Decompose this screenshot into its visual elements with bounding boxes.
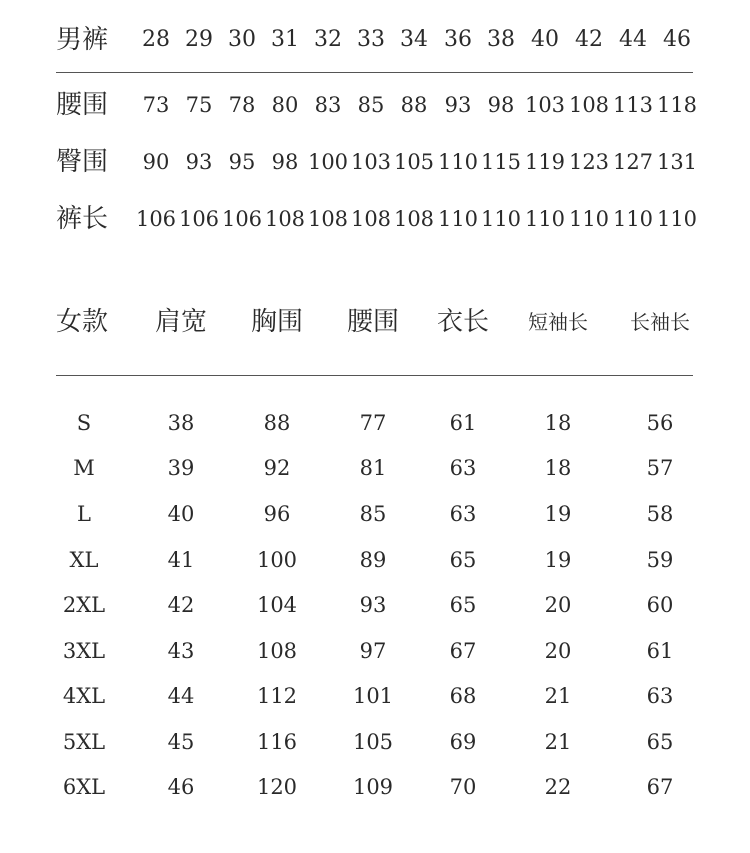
women-value-cell: 22 [544, 775, 572, 799]
men-length-cell: 110 [437, 207, 479, 231]
men-hip-cell: 123 [568, 150, 610, 174]
men-waist-cell: 80 [271, 93, 299, 117]
women-header-cell: 胸围 [250, 307, 304, 337]
women-value-cell: 40 [167, 502, 195, 526]
women-value-cell: 105 [352, 730, 394, 754]
women-value-cell: 67 [449, 639, 477, 663]
men-size-cell: 34 [400, 27, 428, 52]
men-size-row [0, 20, 750, 60]
men-size-cell: 38 [487, 27, 515, 52]
women-value-cell: 61 [449, 411, 477, 435]
women-header-cell: 衣长 [436, 307, 490, 337]
men-length-row [0, 199, 750, 239]
men-hip-cell: 90 [142, 150, 170, 174]
women-size-cell: S [76, 411, 92, 435]
women-value-cell: 101 [352, 684, 394, 708]
women-row-m [0, 448, 750, 488]
men-size-cell: 36 [444, 27, 472, 52]
men-hip-cell: 119 [524, 150, 566, 174]
men-hip-label: 臀围 [56, 147, 109, 177]
women-value-cell: 77 [359, 411, 387, 435]
men-size-cell: 29 [185, 27, 213, 52]
women-value-cell: 69 [449, 730, 477, 754]
women-value-cell: 60 [646, 593, 674, 617]
men-length-cell: 110 [568, 207, 610, 231]
men-waist-cell: 78 [228, 93, 256, 117]
men-hip-cell: 127 [612, 150, 654, 174]
women-value-cell: 70 [449, 775, 477, 799]
men-hip-cell: 131 [656, 150, 698, 174]
men-length-label: 裤长 [56, 204, 109, 234]
women-value-cell: 38 [167, 411, 195, 435]
women-value-cell: 85 [359, 502, 387, 526]
women-value-cell: 45 [167, 730, 195, 754]
women-value-cell: 56 [646, 411, 674, 435]
women-value-cell: 68 [449, 684, 477, 708]
men-length-cell: 108 [264, 207, 306, 231]
women-value-cell: 19 [544, 548, 572, 572]
women-value-cell: 63 [449, 456, 477, 480]
women-value-cell: 109 [352, 775, 394, 799]
women-value-cell: 120 [256, 775, 298, 799]
women-value-cell: 41 [167, 548, 195, 572]
men-size-cell: 31 [271, 27, 299, 52]
men-length-cell: 110 [656, 207, 698, 231]
women-value-cell: 65 [646, 730, 674, 754]
women-value-cell: 61 [646, 639, 674, 663]
men-waist-cell: 93 [444, 93, 472, 117]
men-waist-cell: 98 [487, 93, 515, 117]
women-value-cell: 92 [263, 456, 291, 480]
women-value-cell: 89 [359, 548, 387, 572]
men-hip-cell: 100 [307, 150, 349, 174]
women-size-cell: L [77, 502, 91, 526]
women-size-cell: 6XL [62, 775, 106, 799]
men-size-cell: 44 [619, 27, 647, 52]
men-size-cell: 42 [575, 27, 603, 52]
women-header-cell: 长袖长 [630, 310, 690, 334]
men-hip-cell: 103 [350, 150, 392, 174]
men-length-cell: 110 [612, 207, 654, 231]
women-value-cell: 39 [167, 456, 195, 480]
women-value-cell: 63 [449, 502, 477, 526]
women-value-cell: 116 [256, 730, 298, 754]
women-header-row [0, 302, 750, 342]
men-hip-cell: 110 [437, 150, 479, 174]
women-row-2xl [0, 585, 750, 625]
men-size-cell: 46 [663, 27, 691, 52]
men-hip-cell: 105 [393, 150, 435, 174]
women-value-cell: 65 [449, 593, 477, 617]
men-length-cell: 108 [307, 207, 349, 231]
men-waist-cell: 73 [142, 93, 170, 117]
women-value-cell: 112 [256, 684, 298, 708]
women-header-cell: 肩宽 [154, 307, 208, 337]
men-hip-cell: 95 [228, 150, 256, 174]
women-value-cell: 21 [544, 730, 572, 754]
men-size-cell: 28 [142, 27, 170, 52]
men-length-cell: 106 [178, 207, 220, 231]
women-row-xl [0, 540, 750, 580]
women-value-cell: 104 [256, 593, 298, 617]
women-size-cell: 5XL [62, 730, 106, 754]
men-waist-cell: 88 [400, 93, 428, 117]
women-size-cell: 2XL [62, 593, 106, 617]
men-waist-cell: 83 [314, 93, 342, 117]
women-size-cell: M [73, 456, 95, 480]
women-value-cell: 20 [544, 593, 572, 617]
men-waist-row [0, 85, 750, 125]
men-length-cell: 110 [480, 207, 522, 231]
men-waist-label: 腰围 [56, 90, 109, 120]
men-waist-cell: 118 [656, 93, 698, 117]
men-length-cell: 106 [221, 207, 263, 231]
women-row-s [0, 403, 750, 443]
men-length-cell: 110 [524, 207, 566, 231]
women-value-cell: 67 [646, 775, 674, 799]
men-hip-row [0, 142, 750, 182]
women-header-cell: 腰围 [346, 307, 400, 337]
women-value-cell: 108 [256, 639, 298, 663]
men-hip-cell: 115 [480, 150, 522, 174]
men-hip-cell: 98 [271, 150, 299, 174]
women-value-cell: 19 [544, 502, 572, 526]
men-waist-cell: 103 [524, 93, 566, 117]
women-row-3xl [0, 631, 750, 671]
women-value-cell: 42 [167, 593, 195, 617]
men-waist-cell: 108 [568, 93, 610, 117]
men-hip-cell: 93 [185, 150, 213, 174]
women-value-cell: 43 [167, 639, 195, 663]
women-value-cell: 65 [449, 548, 477, 572]
women-size-cell: 4XL [62, 684, 106, 708]
women-value-cell: 58 [646, 502, 674, 526]
men-size-cell: 32 [314, 27, 342, 52]
men-size-cell: 33 [357, 27, 385, 52]
women-value-cell: 93 [359, 593, 387, 617]
men-waist-cell: 75 [185, 93, 213, 117]
women-header-divider [56, 375, 693, 376]
women-value-cell: 88 [263, 411, 291, 435]
women-header-label: 女款 [56, 307, 109, 337]
women-row-l [0, 494, 750, 534]
men-size-cell: 40 [531, 27, 559, 52]
men-size-label: 男裤 [56, 25, 109, 55]
women-value-cell: 21 [544, 684, 572, 708]
women-value-cell: 18 [544, 456, 572, 480]
women-value-cell: 59 [646, 548, 674, 572]
women-value-cell: 44 [167, 684, 195, 708]
women-row-6xl [0, 767, 750, 807]
men-length-cell: 106 [135, 207, 177, 231]
women-value-cell: 63 [646, 684, 674, 708]
men-header-divider [56, 72, 693, 73]
women-value-cell: 97 [359, 639, 387, 663]
women-value-cell: 18 [544, 411, 572, 435]
women-value-cell: 20 [544, 639, 572, 663]
men-length-cell: 108 [350, 207, 392, 231]
women-value-cell: 81 [359, 456, 387, 480]
women-size-cell: XL [69, 548, 99, 572]
men-waist-cell: 85 [357, 93, 385, 117]
men-length-cell: 108 [393, 207, 435, 231]
women-header-cell: 短袖长 [528, 310, 588, 334]
women-size-cell: 3XL [62, 639, 106, 663]
men-size-cell: 30 [228, 27, 256, 52]
women-value-cell: 96 [263, 502, 291, 526]
women-value-cell: 100 [256, 548, 298, 572]
women-value-cell: 46 [167, 775, 195, 799]
women-row-4xl [0, 676, 750, 716]
women-value-cell: 57 [646, 456, 674, 480]
women-row-5xl [0, 722, 750, 762]
men-waist-cell: 113 [612, 93, 654, 117]
